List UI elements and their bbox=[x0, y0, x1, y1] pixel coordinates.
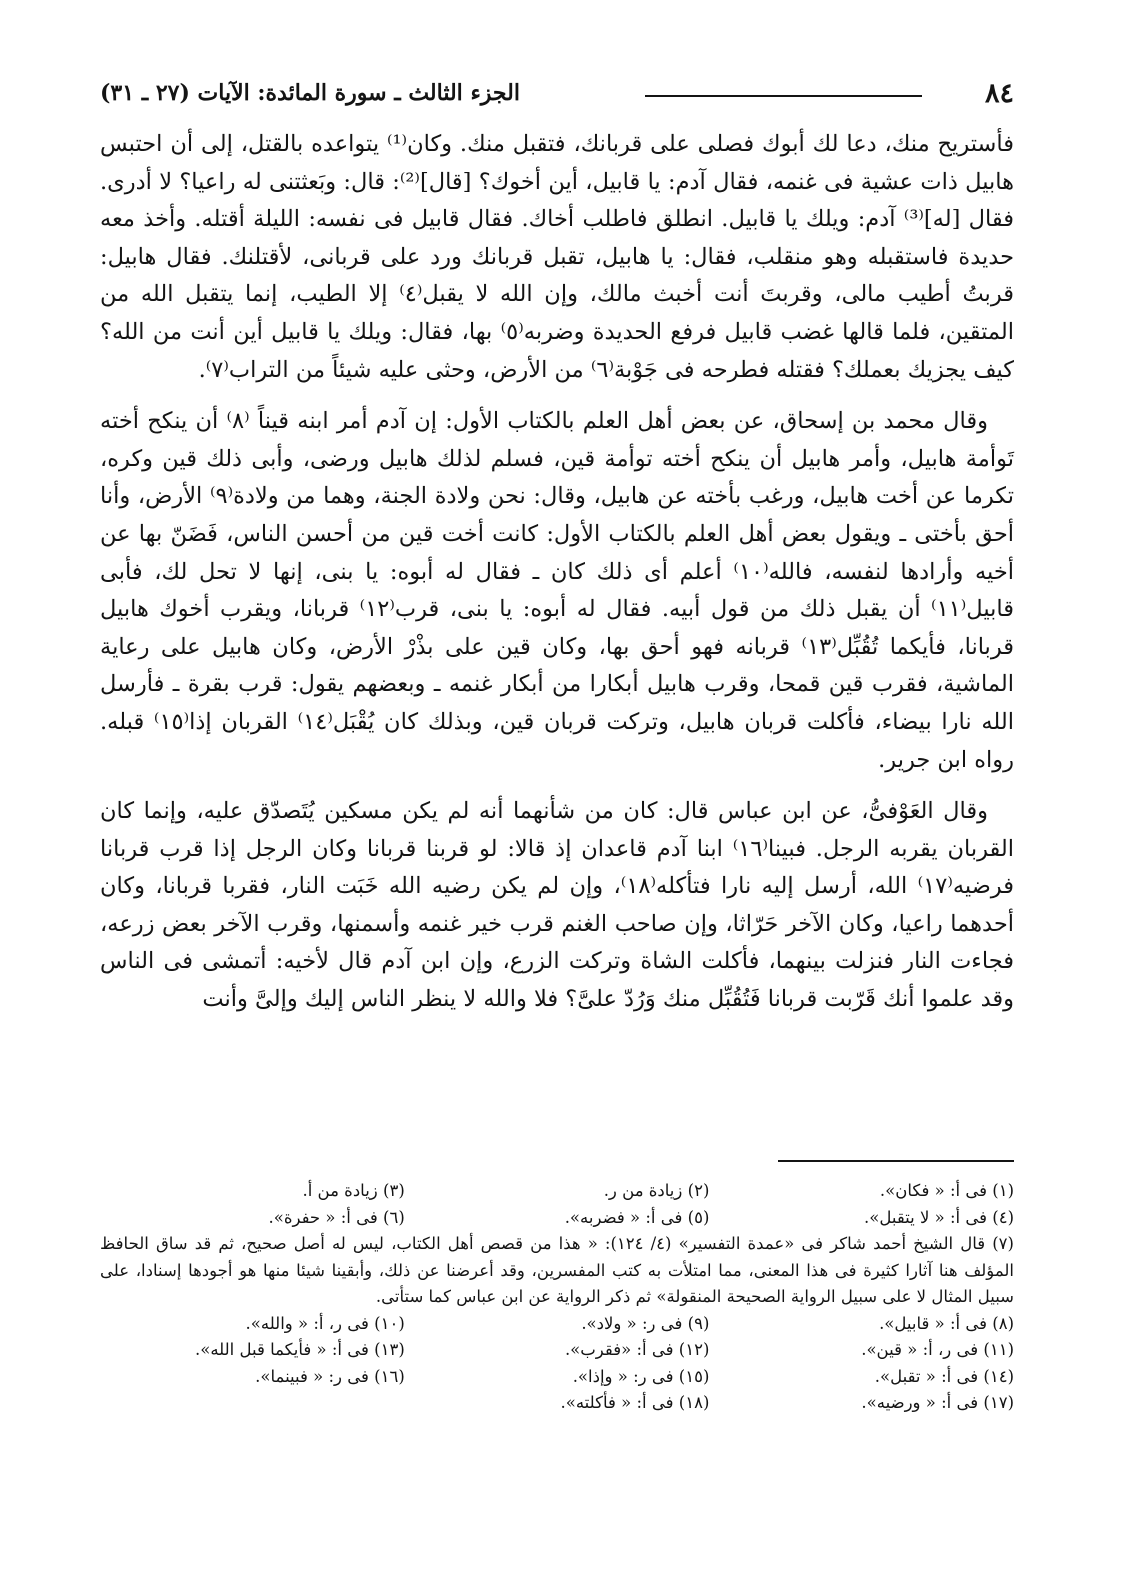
footnote-long: (٧) قال الشيخ أحمد شاكر فى «عمدة التفسير» (٤/ ١٢٤): « هذا من قصص أهل الكتاب، ليس له أصل صحيح، ثم قد ساق الحافظ المؤلف هنا آثارا كثيرة فى هذا المعنى، مما امتلأت به كتب المفسرين، وقد أعرضنا عن ذلك، وأبقينا شيئا منها هو أجودها إسنادا، على سبيل المثال لا على سبيل الرواية الصحيحة المنقولة» ثم ذكر الرواية عن ابن عباس كما ستأتى. bbox=[100, 1234, 1014, 1306]
running-title: الجزء الثالث ـ سورة المائدة: الآيات (٢٧ ـ ٣١) bbox=[100, 80, 520, 106]
paragraph-1: فأستريح منك، دعا لك أبوك فصلى على قربانك، فتقبل منك. وكان⁽¹⁾ يتواعده بالقتل، إلى أن احتبس هابيل ذات عشية فى غنمه، فقال آدم: يا قابيل، أين أخوك؟ [قال]⁽²⁾: قال: وبَعثتنى له راعيا؟ لا أدرى. فقال [له]⁽³⁾ آدم: ويلك يا قابيل. انطلق فاطلب أخاك. فقال قابيل فى نفسه: الليلة أقتله. وأخذ معه حديدة فاستقبله وهو منقلب، فقال: يا هابيل، تقبل قربانك ورد على قربانى، لأقتلنك. فقال هابيل: قربتُ أطيب مالى، وقربتَ أنت أخبث مالك، وإن الله لا يقبل⁽٤⁾ إلا الطيب، إنما يتقبل الله من المتقين، فلما قالها غضب قابيل فرفع الحديدة وضربه⁽٥⁾ بها، فقال: ويلك يا قابيل أين أنت من الله؟ كيف يجزيك بعملك؟ فقتله فطرحه فى جَوْبة⁽٦⁾ من الأرض، وحثى عليه شيئاً من التراب⁽٧⁾. bbox=[100, 131, 1015, 383]
footnote: (٣) زيادة من أ. bbox=[302, 1181, 405, 1200]
footnote: (١) فى أ: « فكان». bbox=[879, 1181, 1014, 1200]
footnote: (١٢) فى أ: «فقرب». bbox=[564, 1340, 710, 1359]
paragraph-2: وقال محمد بن إسحاق، عن بعض أهل العلم بالكتاب الأول: إن آدم أمر ابنه قيناً ⁽٨⁾ أن ينكح أخته تَوأمة هابيل، وأمر هابيل أن ينكح أخته توأمة قين، فسلم لذلك هابيل ورضى، وأبى ذلك قين وكره، تكرما عن أخت هابيل، ورغب بأخته عن هابيل، وقال: نحن ولادة الجنة، وهما من ولادة⁽٩⁾ الأرض، وأنا أحق بأختى ـ ويقول بعض أهل العلم بالكتاب الأول: كانت أخت قين من أحسن الناس، فَضَنّ بها عن أخيه وأرادها لنفسه، فالله⁽١٠⁾ أعلم أى ذلك كان ـ فقال له أبوه: يا بنى، إنها لا تحل لك، فأبى قابيل⁽١١⁾ أن يقبل ذلك من قول أبيه. فقال له أبوه: يا بنى، قرب⁽١٢⁾ قربانا، ويقرب أخوك هابيل قربانا، فأيكما تُقُبِّل⁽١٣⁾ قربانه فهو أحق بها، وكان قين على بذْرْ الأرض، وكان هابيل على رعاية الماشية، فقرب قين قمحا، وقرب هابيل أبكارا من أبكار غنمه ـ وبعضهم يقول: قرب بقرة ـ فأرسل الله نارا بيضاء، فأكلت قربان هابيل، وتركت قربان قين، وبذلك كان يُقْبَل⁽١٤⁾ القربان إذا⁽١٥⁾ قبله. رواه ابن جرير. bbox=[100, 408, 1014, 773]
footnote: (١١) فى ر، أ: « قين». bbox=[861, 1340, 1014, 1359]
main-text bbox=[100, 126, 1014, 1019]
footnotes bbox=[100, 1178, 1014, 1417]
footnote-row bbox=[100, 1364, 1014, 1391]
footnote: (١٧) فى أ: « ورضيه». bbox=[861, 1393, 1014, 1412]
footnote-row bbox=[100, 1178, 1014, 1205]
footnote: (١٥) فى ر: « وإذا». bbox=[572, 1366, 710, 1386]
footnote: (١٠) فى ر، أ: « والله». bbox=[245, 1313, 405, 1333]
running-header bbox=[100, 78, 1014, 114]
footnote: (٥) فى أ: « فضربه». bbox=[564, 1207, 710, 1227]
footnote: (١٨) فى أ: « فأكلته». bbox=[560, 1393, 710, 1412]
footnote bbox=[100, 1390, 405, 1417]
footnote-row bbox=[100, 1311, 1014, 1338]
footnote-row bbox=[100, 1390, 1014, 1417]
footnote-row bbox=[100, 1337, 1014, 1364]
footnote: (٦) فى أ: « حفرة». bbox=[268, 1207, 405, 1227]
footnote: (٨) فى أ: « قابيل». bbox=[879, 1313, 1014, 1333]
footnote: (١٤) فى أ: « تقبل». bbox=[874, 1366, 1014, 1386]
footnote: (١٦) فى ر: « فبينما». bbox=[255, 1366, 405, 1386]
paragraph-3: وقال العَوْفىُّ، عن ابن عباس قال: كان من شأنهما أنه لم يكن مسكين يُتَصدّق عليه، وإنما كان القربان يقربه الرجل. فبينا⁽١٦⁾ ابنا آدم قاعدان إذ قالا: لو قربنا قربانا وكان الرجل إذا قرب قربانا فرضيه⁽١٧⁾ الله، أرسل إليه نارا فتأكله⁽١٨⁾، وإن لم يكن رضيه الله خَبَت النار، فقربا قربانا، وكان أحدهما راعيا، وكان الآخر حَرّاثا، وإن صاحب الغنم قرب خير غنمه وأسمنها، وقرب الآخر بعض زرعه، فجاءت النار فنزلت بينهما، فأكلت الشاة وتركت الزرع، وإن ابن آدم قال لأخيه: أتمشى فى الناس وقد علموا أنك قَرّبت قربانا فَتُقُبِّل منك وَرُدّ علىَّ؟ فلا والله لا ينظر الناس إليك وإلىَّ وأنت bbox=[100, 798, 1015, 1013]
footnote-divider bbox=[778, 1160, 1014, 1162]
footnote: (٤) فى أ: « لا يتقبل». bbox=[864, 1207, 1014, 1227]
header-rule bbox=[645, 95, 922, 97]
page-number: ٨٤ bbox=[984, 78, 1014, 109]
footnote: (١٣) فى أ: « فأيكما قبل الله». bbox=[194, 1340, 405, 1359]
footnote-row bbox=[100, 1205, 1014, 1232]
footnote: (٢) زيادة من ر. bbox=[603, 1181, 710, 1200]
footnote: (٩) فى ر: « ولاد». bbox=[581, 1313, 710, 1333]
